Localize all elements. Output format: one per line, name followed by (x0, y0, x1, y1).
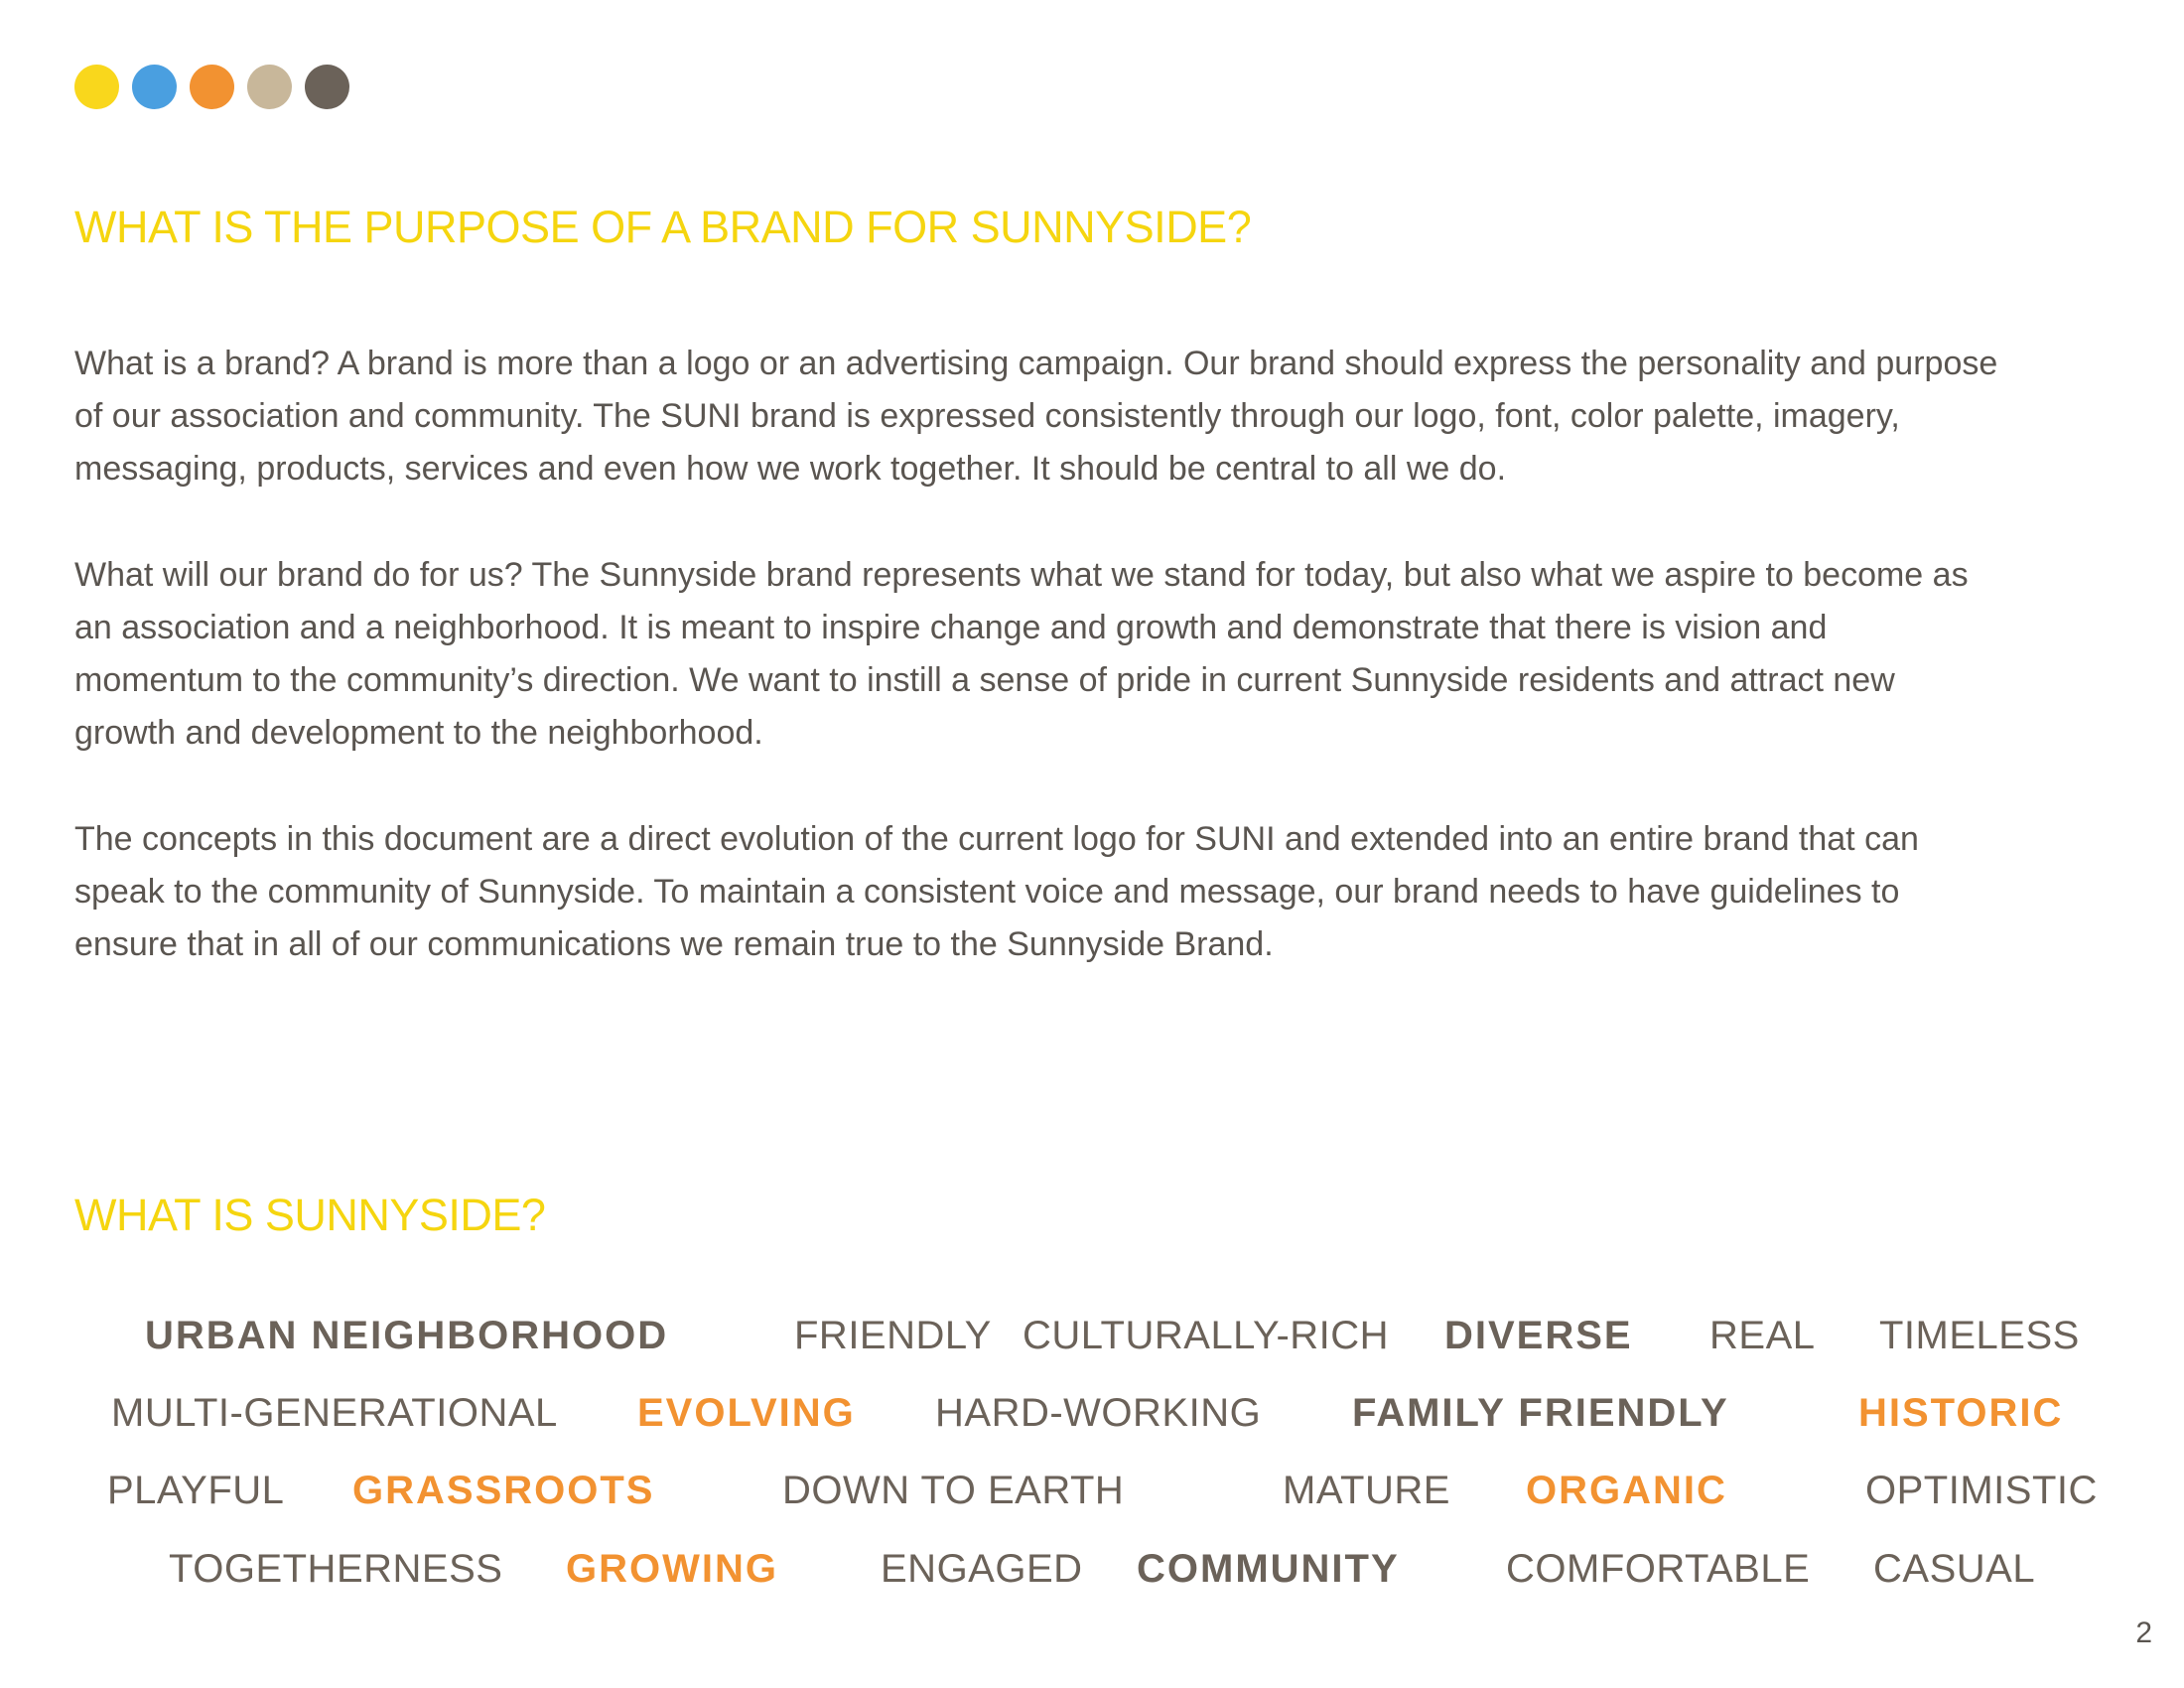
descriptor-word: OPTIMISTIC (1865, 1469, 2098, 1512)
descriptor-word: URBAN NEIGHBORHOOD (145, 1314, 669, 1357)
purpose-paragraph-2: What will our brand do for us? The Sunnyside brand represents what we stand for today, but also what we aspire to become as an association and a neighborhood. It is meant to inspire change and growth and demonstrate that there is vision and momentum to the community’s direction. We want to instill a sense of pride in current Sunnyside residents and attract new growth and development to the neighborhood. (74, 556, 1969, 752)
descriptor-word: ORGANIC (1526, 1469, 1727, 1512)
descriptor-word: DOWN TO EARTH (782, 1469, 1125, 1512)
descriptor-word: HARD-WORKING (935, 1391, 1262, 1435)
descriptor-word: TIMELESS (1879, 1314, 2080, 1357)
purpose-paragraph-1: What is a brand? A brand is more than a logo or an advertising campaign. Our brand should express the personality and purpose of our association and community. The SUNI brand is expressed consistently through our logo, font, color palette, imagery, messaging, products, services and even how we work together. It should be central to all we do. (74, 345, 1998, 488)
palette-dot-yellow (74, 65, 119, 109)
palette-dot-tan (247, 65, 292, 109)
sunnyside-heading: WHAT IS SUNNYSIDE? (74, 1190, 546, 1240)
palette-dot-orange (190, 65, 234, 109)
descriptor-word: GRASSROOTS (352, 1469, 655, 1512)
descriptor-word: PLAYFUL (107, 1469, 285, 1512)
purpose-heading: WHAT IS THE PURPOSE OF A BRAND FOR SUNNYSIDE? (74, 202, 1252, 252)
descriptor-word: MATURE (1283, 1469, 1450, 1512)
descriptor-word: COMFORTABLE (1506, 1547, 1811, 1591)
descriptor-word: GROWING (566, 1547, 778, 1591)
descriptor-word: DIVERSE (1444, 1314, 1633, 1357)
descriptor-word: MULTI-GENERATIONAL (111, 1391, 558, 1435)
page-number: 2 (2135, 1617, 2152, 1649)
descriptor-word: EVOLVING (637, 1391, 856, 1435)
descriptor-word: REAL (1709, 1314, 1816, 1357)
descriptor-word: TOGETHERNESS (169, 1547, 503, 1591)
color-palette-dots (74, 65, 349, 109)
descriptor-word: COMMUNITY (1137, 1547, 1400, 1591)
descriptor-word: HISTORIC (1858, 1391, 2064, 1435)
descriptor-word: ENGAGED (881, 1547, 1083, 1591)
palette-dot-brown (305, 65, 349, 109)
descriptor-word: FAMILY FRIENDLY (1352, 1391, 1729, 1435)
descriptor-word: CASUAL (1873, 1547, 2036, 1591)
descriptor-word: FRIENDLY (794, 1314, 992, 1357)
palette-dot-blue (132, 65, 177, 109)
purpose-paragraph-3: The concepts in this document are a direct evolution of the current logo for SUNI and extended into an entire brand that can speak to the community of Sunnyside. To maintain a consistent voice and message, our brand needs to have guidelines to ensure that in all of our communications we remain true to the Sunnyside Brand. (74, 820, 1919, 963)
descriptor-word: CULTURALLY-RICH (1023, 1314, 1390, 1357)
